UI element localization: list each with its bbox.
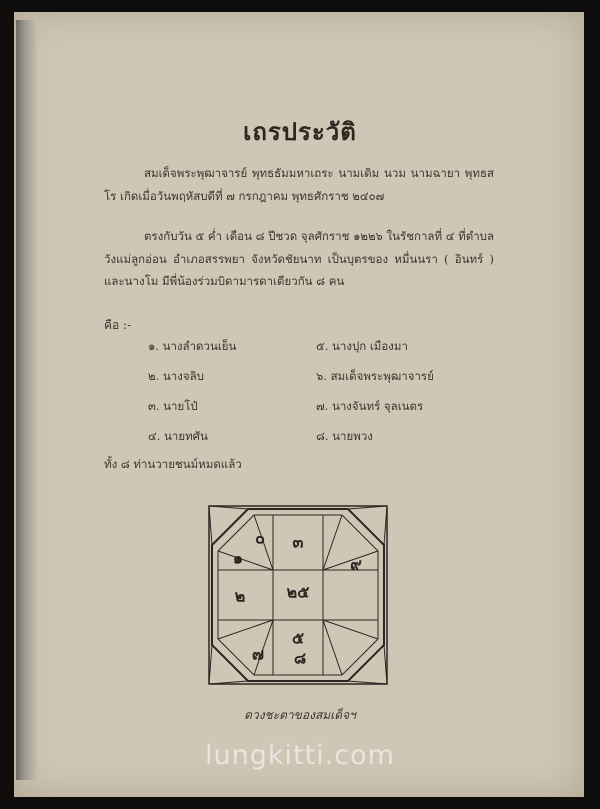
- list-item: ๘. นายพวง: [316, 429, 373, 443]
- list-item: ๗. นางจันทร์ จุลเนตร: [316, 399, 424, 413]
- horoscope-cell: ๐: [255, 528, 265, 548]
- horoscope-cell: ๗: [251, 644, 265, 664]
- horoscope-cell: ๕: [291, 628, 305, 648]
- list-intro: คือ :-: [104, 318, 132, 332]
- siblings-note: ทั้ง ๘ ท่านวายชนม์หมดแล้ว: [104, 457, 242, 471]
- horoscope-cell: ๙: [350, 554, 362, 574]
- list-item: ๑. นางลำดวนเย็น: [148, 339, 237, 353]
- horoscope-caption: ดวงชะตาของสมเด็จฯ: [244, 708, 356, 722]
- list-item: ๔. นายทศัน: [148, 429, 208, 443]
- watermark: lungkitti.com: [205, 740, 395, 771]
- list-item: ๒. นางจลิบ: [148, 369, 204, 383]
- horoscope-cell: ๒: [234, 586, 246, 606]
- horoscope-cell: ๘: [293, 648, 307, 668]
- biography-paragraph-2: ตรงกับวัน ๕ ค่ำ เดือน ๘ ปีชวด จุลศักราช ๑๒๒๖ ในรัชกาลที่ ๔ ที่ตำบลวังแม่ลูกอ่อน อำเภอสรรพยา จังหวัดชัยนาท เป็นบุตรของ หมื่นนรา ( อินทร์ ) และนางโม มีพี่น้องร่วมบิดามารดาเดียวกัน ๘ คน: [104, 229, 494, 288]
- list-item: ๖. สมเด็จพระพุฒาจารย์: [316, 369, 434, 383]
- list-item: ๕. นางปุก เมืองมา: [316, 339, 408, 353]
- horoscope-cell: ๑: [232, 548, 244, 568]
- horoscope-cell: ๓: [292, 532, 304, 552]
- biography-paragraph-1: สมเด็จพระพุฒาจารย์ พุทธธัมมหาเถระ นามเดิม นวม นามฉายา พุทธสโร เกิดเมื่อวันพฤหัสบดีที่ ๗ กรกฎาคม พุทธศักราช ๒๔๐๗: [104, 166, 494, 203]
- list-item: ๓. นายโป๋: [148, 399, 198, 413]
- page-title: เถรประวัติ: [243, 117, 357, 146]
- horoscope-cell: ๒๕: [286, 582, 310, 602]
- horoscope-chart: [208, 505, 388, 685]
